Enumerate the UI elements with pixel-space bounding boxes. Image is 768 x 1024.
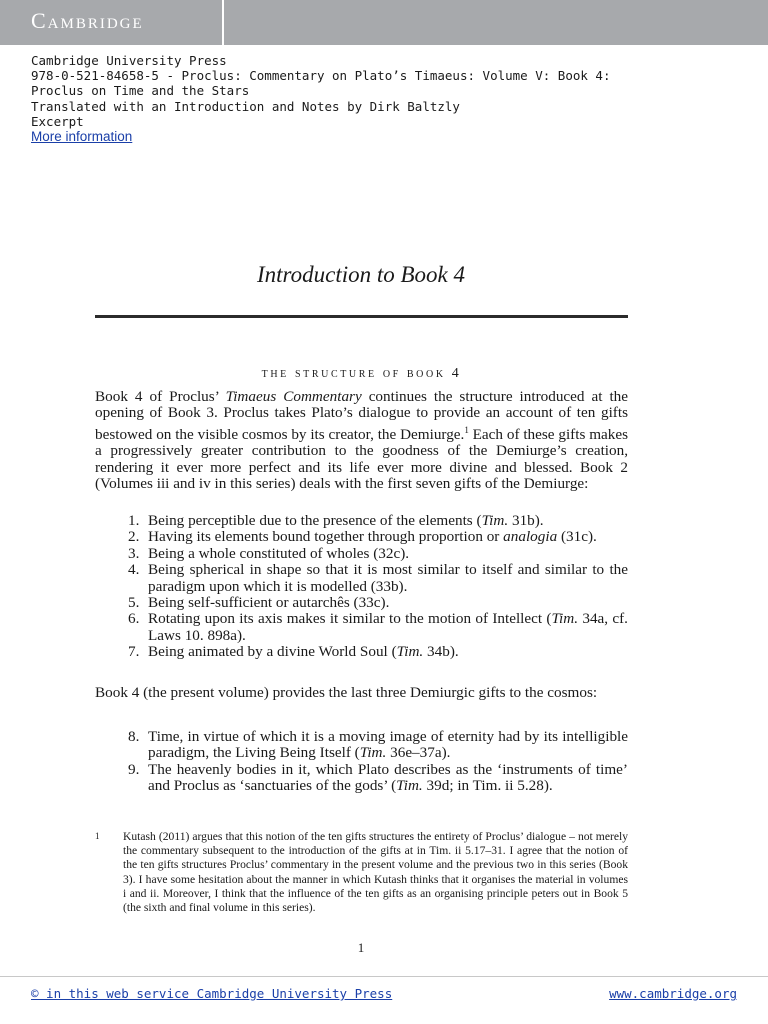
list-item [95,644,628,660]
list-item-number-text: 6. [128,610,140,628]
list-item-text-a: Being a whole constituted of wholes (32c). [148,544,410,562]
header-bar [0,0,768,45]
list-item-text-a: Being animated by a divine World Soul ( [148,643,397,661]
list-item-number [95,562,148,595]
para1-a: Book 4 of Proclus’ [95,388,226,405]
list-item-text-b: (31c). [557,528,597,546]
list-item-number-text: 3. [128,544,140,562]
para1-c: continues the structure introduced at the opening of Book 3. Proclus takes Plato’s dialogue to provide an account of ten gifts bestowed on the visible cosmos by its creator, the Demiurge. [95,388,629,443]
footnote-text: Kutash (2011) argues that this notion of the ten gifts structures the entirety of Proclus’ dialogue – not merely the commentary subsequent to the introduction of the gifts at in Tim. ii 5.17–31. I agree that the notion of the ten gifts structures Proclus’ commentary in the present volume and the previous two in this series (Book 3). I have some hesitation about the manner in which Kutash thinks that it organises the material in volumes i and ii. Moreover, I think that the influence of the ten gifts as an organising principle peters out in Book 5 (the sixth and final volume in this series). [123,830,628,915]
list-item-text [148,762,628,795]
list-item-text-b: 36e–37a). [386,744,451,762]
list-item-number-text: 4. [128,561,140,579]
list-item-text [148,546,628,562]
list-item-number-text: 9. [128,760,140,778]
list-item-text-a: Time, in virtue of which it is a moving image of eternity had by its intelligible paradigm, the Living Being Itself ( [148,728,628,762]
list-item-text-a: Being self-sufficient or autarchês (33c). [148,594,390,612]
list-item-italic: Tim. [481,512,509,529]
list-item-number [95,762,148,795]
list-item [95,513,628,529]
list-item-text [148,529,628,545]
footer-rule [0,976,768,977]
list-item-number [95,611,148,644]
footnote [95,830,628,915]
list-item-number-text: 1. [128,512,140,529]
list-item-text-a: The heavenly bodies in it, which Plato describes as the ‘instruments of time’ and Proclus as ‘sanctuaries of the gods’ ( [148,760,628,795]
list-item-italic: Tim. [551,610,579,628]
list-item-number-text: 5. [128,594,140,612]
translator: Translated with an Introduction and Notes by Dirk Baltzly [31,98,460,114]
list-item-number [95,529,148,545]
list-item-number [95,729,148,762]
list-item-number [95,644,148,660]
footnote-ref[interactable]: 1 [464,424,469,435]
list-item-text-a: Being spherical in shape so that it is most similar to itself and similar to the paradigm upon which it is modelled (33b). [148,561,628,595]
list-item-text-b: 34b). [423,643,459,661]
list-item-text [148,595,628,611]
cambridge-logo[interactable]: Cambridge [31,8,144,33]
copyright-link[interactable]: © in this web service Cambridge University Press [31,986,393,1001]
para1-italic: Timaeus Commentary [225,388,362,405]
list-item-text-a: Having its elements bound together through proportion or [148,528,504,546]
list-item-text [148,611,628,644]
header-divider [222,0,224,45]
gifts-list-1 [95,513,628,661]
isbn-title-line-2: Proclus on Time and the Stars [31,83,250,99]
list-item-text-a: Being perceptible due to the presence of the elements ( [148,512,482,529]
list-item-text-b: 39d; in Tim. ii 5.28). [422,777,553,795]
intro-paragraph [95,389,628,493]
para1-e: Each of these gifts makes a progressively greater contribution to the goodness of the Demiurge’s creation, rendering it ever more perfect and its life ever more divine and blessed. Book 2 (Volumes iii and iv in this series) deals with the first seven gifts of the Demiurge: [95,425,628,493]
list-item [95,611,628,644]
list-item-italic: analogia [503,528,558,546]
list-item [95,729,628,762]
list-item-italic: Tim. [396,777,423,795]
gifts-list-2 [95,729,628,795]
list-item [95,595,628,611]
list-item [95,529,628,545]
list-item-text [148,644,628,660]
list-item-text-b: 34a, cf. Laws 10. 898a). [148,610,628,644]
list-item [95,546,628,562]
cambridge-url-link[interactable]: www.cambridge.org [609,986,737,1001]
list-item-italic: Tim. [359,744,387,762]
list-item-text [148,513,628,529]
page-number: 1 [357,940,365,955]
list-item-italic: Tim. [396,643,424,661]
list-item [95,562,628,595]
footnote-mark: 1 [95,831,100,841]
second-paragraph: Book 4 (the present volume) provides the last three Demiurgic gifts to the cosmos: [95,684,598,701]
list-item-number-text: 8. [128,728,140,745]
list-item-text-a: Rotating upon its axis makes it similar to the motion of Intellect ( [148,610,552,628]
list-item [95,762,628,795]
list-item-number-text: 7. [128,643,140,661]
section-heading: the structure of book 4 [261,366,462,381]
list-item-number [95,513,148,529]
excerpt-label: Excerpt [31,113,84,129]
list-item-text [148,562,628,595]
title-rule [95,315,628,318]
list-item-number-text: 2. [128,528,140,546]
list-item-text-b: 31b). [508,512,544,529]
book-metadata [31,53,751,144]
list-item-number [95,595,148,611]
more-information-link[interactable]: More information [31,129,133,145]
page-title: Introduction to Book 4 [256,262,466,287]
list-item-number [95,546,148,562]
publisher: Cambridge University Press [31,53,227,68]
list-item-text [148,729,628,762]
isbn-title-line-1: 978-0-521-84658-5 - Proclus: Commentary on Plato’s Timaeus: Volume V: Book 4: [31,68,611,84]
